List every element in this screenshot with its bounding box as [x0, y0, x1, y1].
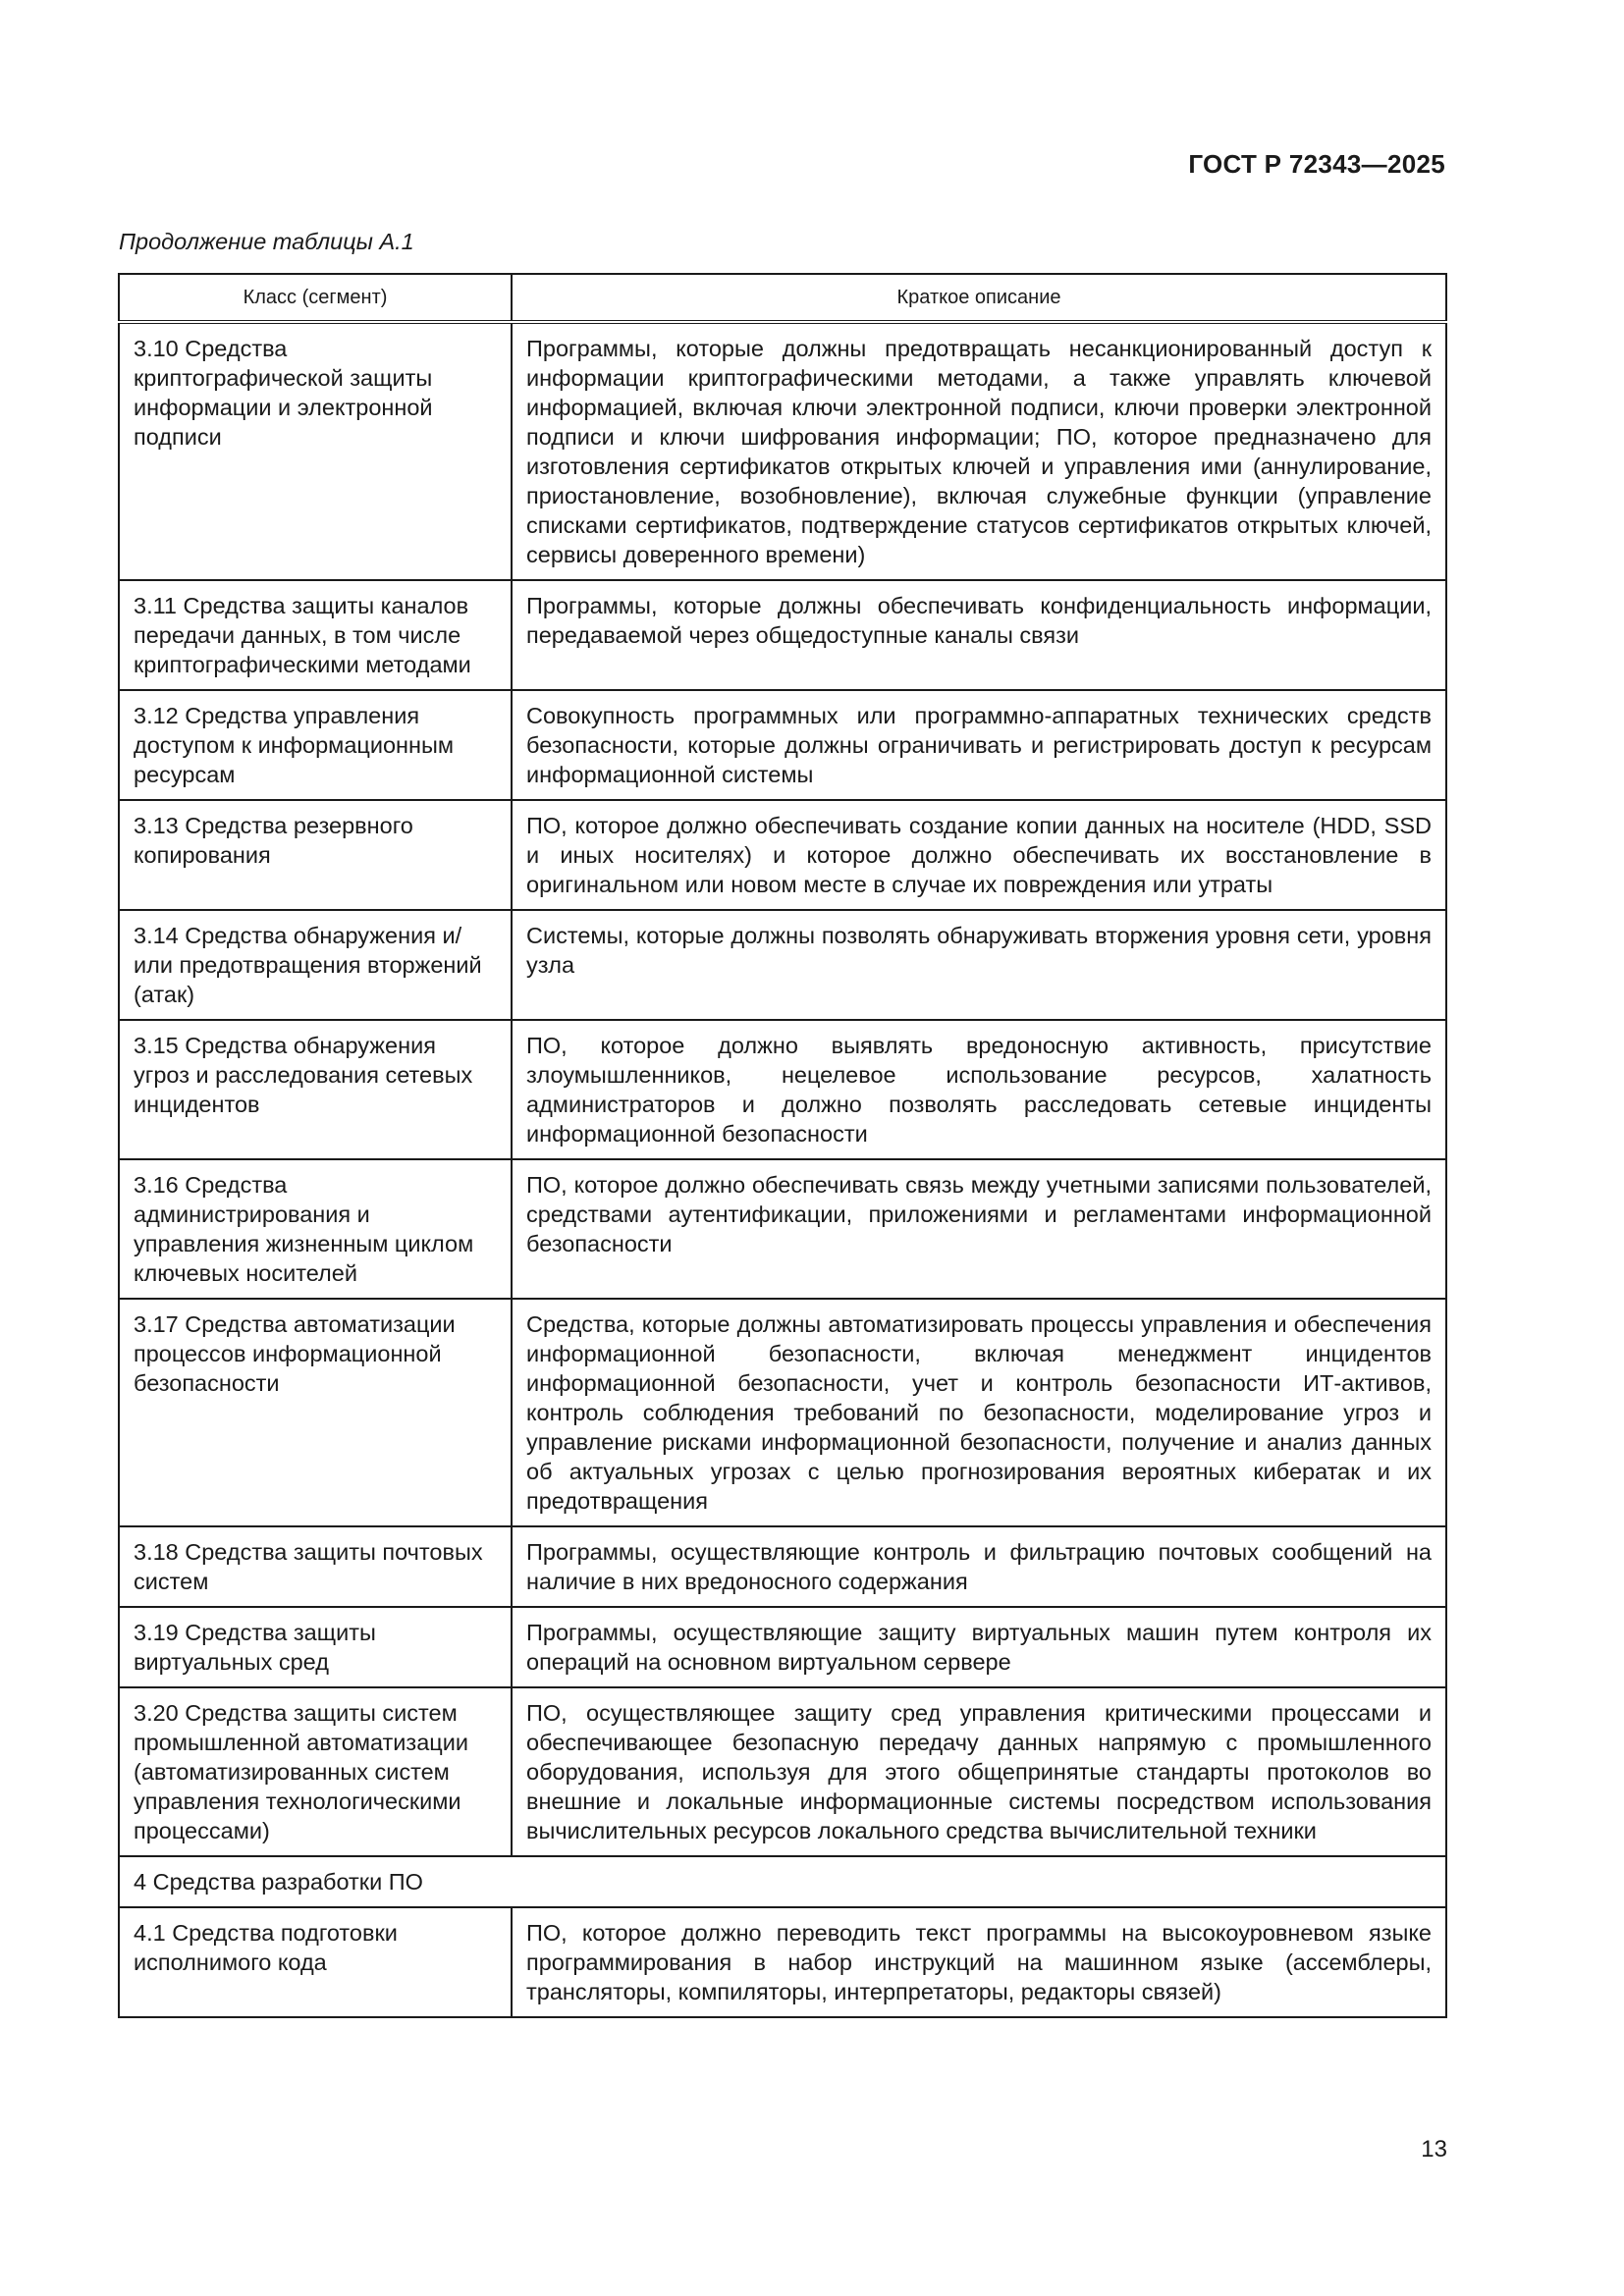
class-cell: 3.18 Средства защиты почтовых систем	[119, 1526, 512, 1607]
class-cell: 3.10 Средства криптографической защиты информации и электронной подписи	[119, 322, 512, 580]
table-caption: Продолжение таблицы А.1	[119, 229, 414, 254]
description-cell: Программы, которые должны обеспечивать конфиденциальность информации, передаваемой через общедоступные каналы связи	[512, 580, 1446, 690]
description-cell: ПО, которое должно переводить текст программы на высокоуровневом языке программирования в набор инструкций на машинном языке (ассемблеры, трансляторы, компиляторы, интерпретаторы, редакторы связей)	[512, 1907, 1446, 2017]
class-cell: 3.16 Средства администрирования и управления жизненным циклом ключевых носителей	[119, 1159, 512, 1299]
page-number: 13	[1421, 2136, 1447, 2163]
table-row	[119, 322, 1446, 580]
section-row	[119, 1856, 1446, 1907]
table-row	[119, 800, 1446, 910]
table-header-row	[119, 274, 1446, 322]
description-cell: Программы, которые должны предотвращать несанкционированный доступ к информации криптографическими методами, а также управлять ключевой информацией, включая ключи электронной подписи, ключи проверки электронной подписи и ключи шифрования информации; ПО, которое предназначено для изготовления сертификатов открытых ключей и управления ими (аннулирование, приостановление, возобновление), включая служебные функции (управление списками сертификатов, подтверждение статусов сертификатов открытых ключей, сервисы доверенного времени)	[512, 322, 1446, 580]
class-cell: 3.19 Средства защиты виртуальных сред	[119, 1607, 512, 1687]
classification-table	[118, 273, 1447, 2018]
table-row	[119, 910, 1446, 1020]
column-header-class: Класс (сегмент)	[119, 274, 512, 322]
description-cell: ПО, которое должно обеспечивать связь между учетными записями пользователей, средствами аутентификации, приложениями и регламентами информационной безопасности	[512, 1159, 1446, 1299]
document-code: ГОСТ Р 72343—2025	[1188, 149, 1445, 179]
description-cell: ПО, которое должно обеспечивать создание копии данных на носителе (HDD, SSD и иных носителях) и которое должно обеспечивать их восстановление в оригинальном или новом месте в случае их повреждения или утраты	[512, 800, 1446, 910]
description-cell: Средства, которые должны автоматизировать процессы управления и обеспечения информационной безопасности, включая менеджмент инцидентов информационной безопасности, учет и контроль безопасности ИТ-активов, контроль соблюдения требований по безопасности, моделирование угроз и управление рисками информационной безопасности, получение и анализ данных об актуальных угрозах с целью прогнозирования вероятных кибератак и их предотвращения	[512, 1299, 1446, 1526]
class-cell: 3.17 Средства автоматизации процессов информационной безопасности	[119, 1299, 512, 1526]
description-cell: Системы, которые должны позволять обнаруживать вторжения уровня сети, уровня узла	[512, 910, 1446, 1020]
class-cell: 4.1 Средства подготовки исполнимого кода	[119, 1907, 512, 2017]
column-header-description: Краткое описание	[512, 274, 1446, 322]
description-cell: Программы, осуществляющие контроль и фильтрацию почтовых сообщений на наличие в них вредоносного содержания	[512, 1526, 1446, 1607]
table-row	[119, 580, 1446, 690]
class-cell: 3.20 Средства защиты систем промышленной автоматизации (автоматизированных систем управления технологическими процессами)	[119, 1687, 512, 1856]
description-cell: ПО, осуществляющее защиту сред управления критическими процессами и обеспечивающее безопасную передачу данных напрямую с промышленного оборудования, используя для этого общепринятые стандарты протоколов во внешние и локальные информационные системы посредством использования вычислительных ресурсов локального средства вычислительной техники	[512, 1687, 1446, 1856]
section-heading-cell: 4 Средства разработки ПО	[119, 1856, 1446, 1907]
class-cell: 3.13 Средства резервного копирования	[119, 800, 512, 910]
table-row	[119, 1907, 1446, 2017]
table-row	[119, 1299, 1446, 1526]
description-cell: ПО, которое должно выявлять вредоносную активность, присутствие злоумышленников, нецелевое использование ресурсов, халатность администраторов и должно позволять расследовать сетевые инциденты информационной безопасности	[512, 1020, 1446, 1159]
table-row	[119, 1159, 1446, 1299]
table-row	[119, 690, 1446, 800]
class-cell: 3.15 Средства обнаружения угроз и расследования сетевых инцидентов	[119, 1020, 512, 1159]
description-cell: Программы, осуществляющие защиту виртуальных машин путем контроля их операций на основном виртуальном сервере	[512, 1607, 1446, 1687]
table-row	[119, 1607, 1446, 1687]
table-row	[119, 1526, 1446, 1607]
description-cell: Совокупность программных или программно-аппаратных технических средств безопасности, которые должны ограничивать и регистрировать доступ к ресурсам информационной системы	[512, 690, 1446, 800]
class-cell: 3.11 Средства защиты каналов передачи данных, в том числе криптографическими методами	[119, 580, 512, 690]
class-cell: 3.12 Средства управления доступом к информационным ресурсам	[119, 690, 512, 800]
class-cell: 3.14 Средства обнаружения и/или предотвращения вторжений (атак)	[119, 910, 512, 1020]
table-row	[119, 1687, 1446, 1856]
table-row	[119, 1020, 1446, 1159]
